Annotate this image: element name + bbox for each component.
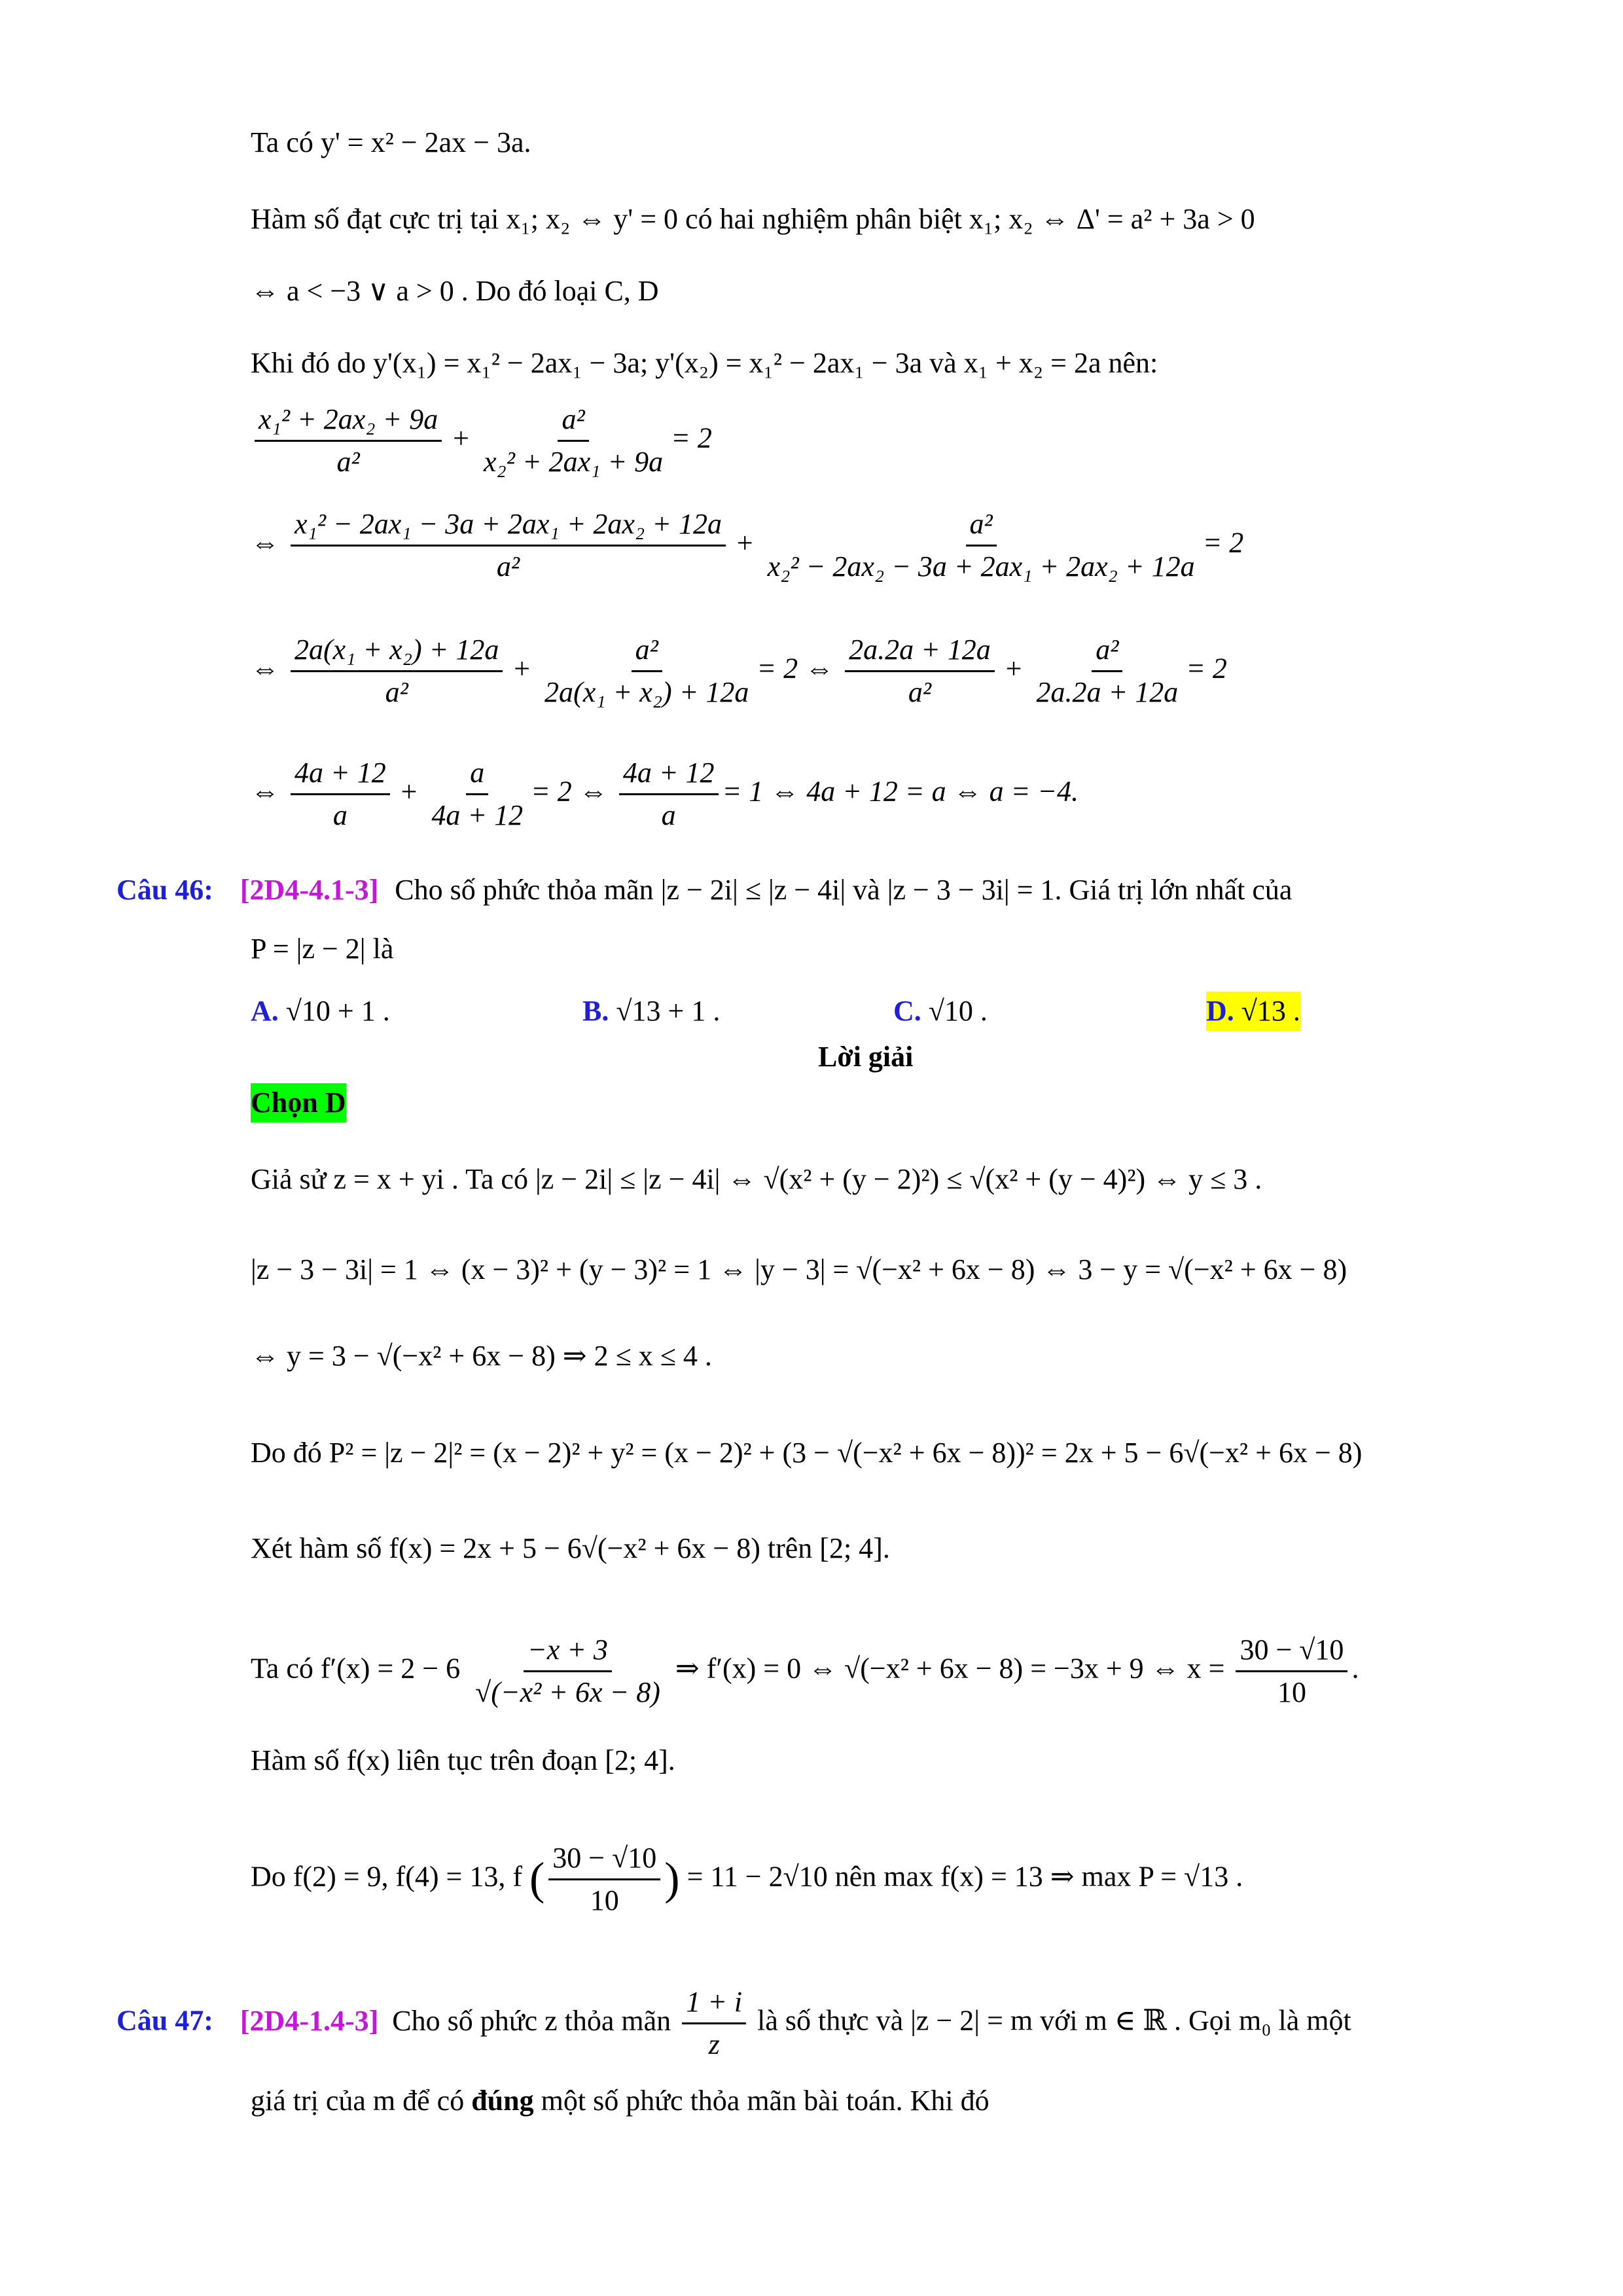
fraction-denominator: a² xyxy=(385,676,408,708)
fraction-numerator: 2a(x₁ + x₂) + 12a xyxy=(291,630,503,672)
option-value: √13 + 1 . xyxy=(616,995,721,1027)
fraction xyxy=(480,399,667,482)
equivalence-symbol: ⇔ xyxy=(251,526,279,559)
fraction-numerator: 2a.2a + 12a xyxy=(845,630,995,672)
fraction-numerator: 30 − √10 xyxy=(1236,1630,1347,1672)
fraction xyxy=(291,753,390,836)
question-code: [2D4-4.1-3] xyxy=(240,874,379,906)
fraction-numerator: a² xyxy=(632,630,662,672)
fraction-numerator: a² xyxy=(966,504,997,547)
left-paren: ( xyxy=(529,1854,545,1905)
fraction-numerator: 30 − √10 xyxy=(548,1838,660,1880)
equation-tail: = 1 ⇔ 4a + 12 = a ⇔ a = −4. xyxy=(722,775,1079,808)
option-letter: D. xyxy=(1206,995,1234,1027)
solution-line-3: ⇔ y = 3 − √(−x² + 6x − 8) ⇒ 2 ≤ x ≤ 4 . xyxy=(251,1340,712,1372)
fraction xyxy=(1236,1630,1347,1713)
option-d xyxy=(1206,992,1300,1031)
fraction-denominator: 2a(x₁ + x₂) + 12a xyxy=(544,676,749,708)
fraction xyxy=(471,1630,664,1713)
fraction xyxy=(541,630,753,713)
option-letter: A. xyxy=(251,995,279,1027)
equation-mid: = 2 ⇔ xyxy=(531,775,608,808)
fraction xyxy=(845,630,995,713)
equation-mid: = 2 ⇔ xyxy=(757,652,834,685)
chosen-answer: Chọn D xyxy=(251,1083,346,1122)
fraction xyxy=(764,504,1199,587)
fraction-denominator: 10 xyxy=(590,1884,619,1916)
fraction-denominator: 4a + 12 xyxy=(431,799,524,831)
option-letter: B. xyxy=(582,995,609,1027)
fraction-denominator: z xyxy=(708,2028,720,2060)
solution-title: Lời giải xyxy=(818,1041,914,1073)
option-value: √13 . xyxy=(1241,995,1300,1027)
question-text: Cho số phức thỏa mãn |z − 2i| ≤ |z − 4i| và |z − 3 − 3i| = 1. Giá trị lớn nhất của xyxy=(395,874,1293,906)
line-vieta: Khi đó do y'(x₁) = x₁² − 2ax₁ − 3a; y'(x₂) = x₁² − 2ax₁ − 3a và x₁ + x₂ = 2a nên: xyxy=(251,347,1158,379)
option-c xyxy=(893,992,988,1031)
fraction-denominator: x₂² − 2ax₂ − 3a + 2ax₁ + 2ax₂ + 12a xyxy=(767,550,1195,583)
fraction xyxy=(619,753,719,836)
fraction-numerator: 1 + i xyxy=(682,1982,746,2024)
question-46-text-2: P = |z − 2| là xyxy=(251,933,394,965)
fraction xyxy=(291,504,726,587)
question-label: Câu 47: xyxy=(116,2004,213,2037)
question-46-header xyxy=(116,870,1292,910)
fraction xyxy=(255,399,442,482)
equation-1: $\frac{\text{x₁² + 2ax₂ + 9a}}{\text{a²}}$ + $\frac{\text{a²}}{\text{x₂² + 2ax₁ + 9a}}$ = 2 xyxy=(251,399,712,482)
fraction-denominator: x₂² + 2ax₁ + 9a xyxy=(483,446,664,478)
text-part: một số phức thỏa mãn bài toán. Khi đó xyxy=(533,2085,990,2117)
values-tail: = 11 − 2√10 nên max f(x) = 13 ⇒ max P = √13 . xyxy=(687,1860,1243,1893)
fraction-denominator: a xyxy=(661,799,676,831)
question-label: Câu 46: xyxy=(116,874,213,906)
fraction xyxy=(427,753,527,836)
equation-2: ⇔ $\frac{\text{x₁² − 2ax₁ − 3a + 2ax₁ + 2ax₂ + 12a}}{\text{a²}}$ + $\frac{\text{a²}}{\text{x₂² − 2ax₂ − 3a + 2ax₁ + 2ax₂ + 12a}}$ = 2 xyxy=(251,504,1243,587)
equation-3: ⇔ $\frac{\text{2a(x₁ + x₂) + 12a}}{\text{a²}}$ + $\frac{\text{a²}}{\text{2a(x₁ + x₂) + 12a}}$ = 2 ⇔ $\frac{2a.2a + 12a}{\text{a²}}$ + $\frac{\text{a²}}{2a.2a + 12a}$ = 2 xyxy=(251,630,1227,713)
solution-line-8 xyxy=(251,1838,1243,1921)
fraction-numerator: x₁² + 2ax₂ + 9a xyxy=(255,399,442,442)
fraction-numerator: 4a + 12 xyxy=(291,753,390,795)
fraction-denominator: a² xyxy=(336,446,360,478)
text-part: giá trị của m để có xyxy=(251,2085,472,2117)
option-value: √10 . xyxy=(928,995,988,1027)
solution-line-1: Giả sử z = x + yi . Ta có |z − 2i| ≤ |z − 4i| ⇔ √(x² + (y − 2)²) ≤ √(x² + (y − 4)²) ⇔ y ≤ 3 . xyxy=(251,1163,1262,1195)
solution-line-5: Xét hàm số f(x) = 2x + 5 − 6√(−x² + 6x − 8) trên [2; 4]. xyxy=(251,1532,890,1564)
fraction-denominator: 2a.2a + 12a xyxy=(1036,676,1179,708)
derivative-lead: Ta có f′(x) = 2 − 6 xyxy=(251,1652,461,1685)
fraction-denominator: a² xyxy=(908,676,932,708)
solution-line-2: |z − 3 − 3i| = 1 ⇔ (x − 3)² + (y − 3)² = 1 ⇔ |y − 3| = √(−x² + 6x − 8) ⇔ 3 − y = √(−x² + 6x − 8) xyxy=(251,1253,1347,1285)
fraction-numerator: x₁² − 2ax₁ − 3a + 2ax₁ + 2ax₂ + 12a xyxy=(291,504,726,547)
values-lead: Do f(2) = 9, f(4) = 13, f xyxy=(251,1860,522,1893)
line-extremum-condition: Hàm số đạt cực trị tại x₁; x₂ ⇔ y' = 0 có hai nghiệm phân biệt x₁; x₂ ⇔ Δ' = a² + 3a > 0 xyxy=(251,203,1255,235)
fraction xyxy=(548,1838,660,1921)
equation-tail: = 2 xyxy=(1202,526,1244,559)
option-letter: C. xyxy=(893,995,921,1027)
fraction-denominator: a xyxy=(332,799,348,831)
question-code: [2D4-1.4-3] xyxy=(240,2004,379,2037)
equation-tail: = 2 xyxy=(1186,652,1227,685)
equivalence-symbol: ⇔ xyxy=(251,652,279,685)
fraction-denominator: √(−x² + 6x − 8) xyxy=(475,1676,660,1708)
fraction-numerator: a² xyxy=(558,399,588,442)
fraction xyxy=(291,630,503,713)
question-47-header xyxy=(116,1982,1351,2065)
option-value: √10 + 1 . xyxy=(285,995,390,1027)
fraction-numerator: 4a + 12 xyxy=(619,753,719,795)
derivative-tail: . xyxy=(1351,1652,1359,1685)
option-b xyxy=(582,992,720,1031)
right-paren: ) xyxy=(664,1854,680,1905)
question-text-pre: Cho số phức z thỏa mãn xyxy=(392,2004,671,2037)
line-eliminate: ⇔ a < −3 ∨ a > 0 . Do đó loại C, D xyxy=(251,275,659,307)
fraction-numerator: −x + 3 xyxy=(524,1630,612,1672)
derivative-mid: ⇒ f′(x) = 0 ⇔ √(−x² + 6x − 8) = −3x + 9 ⇔ x = xyxy=(675,1652,1225,1685)
fraction-numerator: a² xyxy=(1092,630,1122,672)
equation-tail: = 2 xyxy=(671,422,712,454)
fraction-denominator: 10 xyxy=(1277,1676,1306,1708)
fraction xyxy=(682,1982,746,2065)
fraction xyxy=(1033,630,1183,713)
question-text-post: là số thực và |z − 2| = m với m ∈ ℝ . Gọi m₀ là một xyxy=(757,2004,1351,2037)
option-a xyxy=(251,992,390,1031)
fraction-numerator: a xyxy=(466,753,488,795)
solution-line-4: Do đó P² = |z − 2|² = (x − 2)² + y² = (x − 2)² + (3 − √(−x² + 6x − 8))² = 2x + 5 − 6√(−x² + 6x − 8) xyxy=(251,1437,1363,1469)
line-derivative: Ta có y' = x² − 2ax − 3a. xyxy=(251,126,531,158)
solution-line-7: Hàm số f(x) liên tục trên đoạn [2; 4]. xyxy=(251,1744,675,1776)
fraction-denominator: a² xyxy=(496,550,520,583)
emphasis-word: đúng xyxy=(471,2085,534,2117)
solution-line-6 xyxy=(251,1630,1359,1713)
equation-4: ⇔ $\frac{4a + 12}{a}$ + $\frac{a}{4a + 12}$ = 2 ⇔ $\frac{4a + 12}{a}$ = 1 ⇔ 4a + 12 = a ⇔ a = −4. xyxy=(251,753,1079,836)
question-47-text-2 xyxy=(251,2081,990,2121)
equivalence-symbol: ⇔ xyxy=(251,775,279,808)
